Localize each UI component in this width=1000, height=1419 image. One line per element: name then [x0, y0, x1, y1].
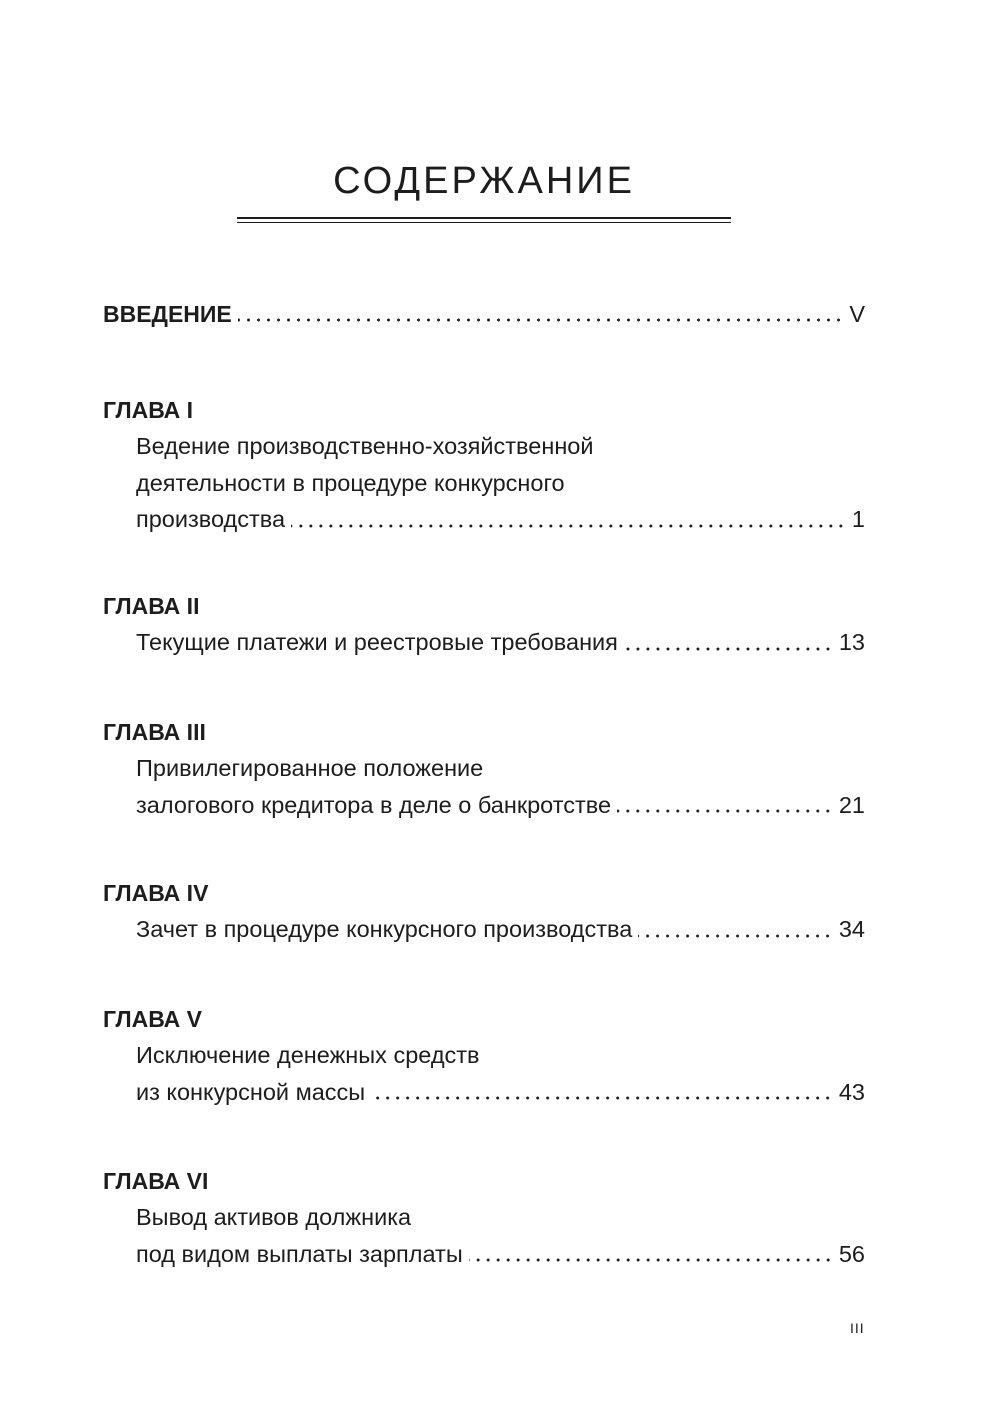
dot-leader: [469, 1258, 833, 1262]
toc-line: Привилегированное положение: [136, 755, 484, 781]
toc-entry-chapter-4[interactable]: [103, 875, 865, 948]
toc-page-number: 43: [838, 1078, 865, 1105]
toc-line: Текущие платежи и реестровые требования: [136, 629, 618, 655]
toc-heading: ГЛАВА V: [103, 1006, 203, 1032]
dot-leader: [638, 934, 833, 938]
toc-entry-chapter-2[interactable]: [103, 588, 865, 661]
toc-heading: ГЛАВА III: [103, 719, 206, 745]
toc-page-number: 34: [838, 916, 865, 942]
toc-page-number: 13: [838, 629, 865, 655]
folio-page-number: III: [850, 1320, 865, 1336]
toc-entry-chapter-6[interactable]: [103, 1163, 865, 1272]
toc-heading: ГЛАВА I: [103, 397, 194, 423]
toc-line: под видом выплаты зарплаты: [136, 1240, 463, 1267]
toc-page-number: 21: [838, 791, 865, 818]
toc-entry-chapter-5[interactable]: [103, 1001, 865, 1110]
toc-entry-chapter-1[interactable]: [103, 392, 865, 538]
toc-line: из конкурсной массы: [136, 1078, 366, 1105]
page-title: СОДЕРЖАНИЕ: [333, 160, 635, 202]
dot-leader: [238, 318, 844, 322]
toc-line: производства: [136, 506, 286, 532]
toc-heading: ГЛАВА VI: [103, 1168, 209, 1194]
toc-heading: ГЛАВА II: [103, 593, 200, 619]
toc-line: Исключение денежных средств: [136, 1042, 480, 1068]
title-rule-thin: [237, 222, 731, 223]
toc-line: Зачет в процедуре конкурсного производства: [136, 916, 633, 942]
toc-page-number: 1: [851, 506, 865, 532]
toc-line: деятельности в процедуре конкурсного: [136, 469, 565, 496]
dot-leader: [291, 524, 846, 528]
toc-page-number: V: [849, 301, 865, 327]
dot-leader: [371, 1096, 833, 1100]
toc-page-number: 56: [838, 1240, 865, 1267]
toc-entry-intro[interactable]: [103, 296, 865, 332]
title-rule-thick: [237, 217, 731, 219]
toc-line: залогового кредитора в деле о банкротстве: [136, 791, 612, 818]
toc-entry-chapter-3[interactable]: [103, 714, 865, 823]
dot-leader: [617, 809, 833, 813]
toc-heading: ГЛАВА IV: [103, 880, 209, 906]
dot-leader: [624, 647, 833, 651]
toc-line: Вывод активов должника: [136, 1204, 412, 1230]
toc-line: Ведение производственно-хозяйственной: [136, 433, 594, 459]
toc-heading: ВВЕДЕНИЕ: [103, 301, 232, 327]
